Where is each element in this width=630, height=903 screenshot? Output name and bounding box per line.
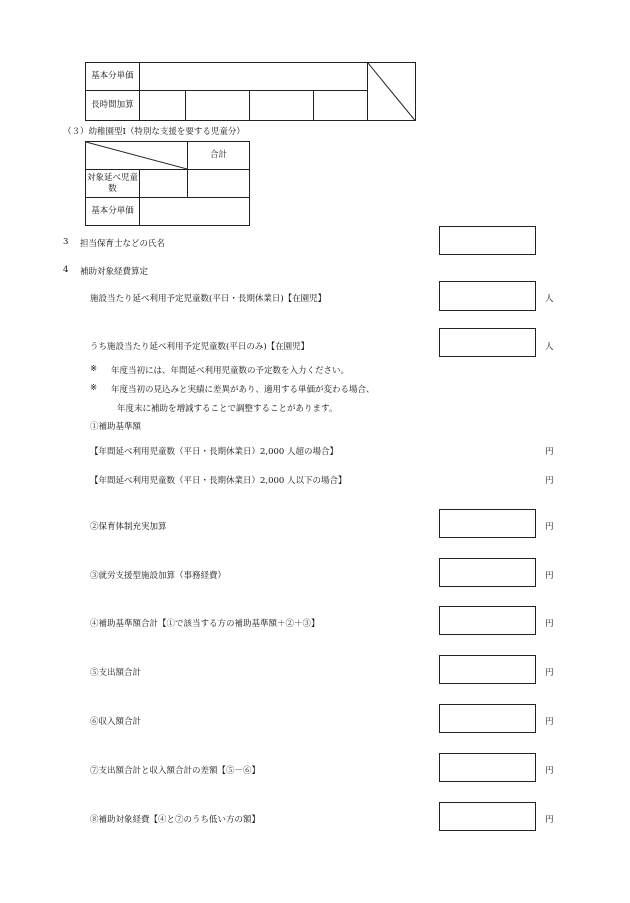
children-count-total-cell[interactable] — [188, 170, 250, 198]
teacher-name-field[interactable] — [439, 226, 536, 255]
note2-text-line1: 年度当初の見込みと実績に差異があり、適用する単価が変わる場合、 — [111, 385, 375, 395]
note1-mark: ※ — [90, 364, 98, 374]
weekday-only-field[interactable] — [439, 328, 536, 357]
eligible-expense-unit: 円 — [545, 815, 554, 825]
income-total-unit: 円 — [545, 717, 554, 727]
section3-heading: （３）幼稚園型Ⅰ（特別な支援を要する児童分） — [63, 127, 245, 137]
difference-label: ⑦支出額合計と収入額合計の差額【⑤－⑥】 — [90, 766, 261, 776]
employment-support-label: ③就労支援型施設加算（事務経費） — [90, 571, 227, 581]
long-hours-cell-1[interactable] — [139, 91, 186, 121]
long-hours-cell-4[interactable] — [313, 91, 368, 121]
base-amount-over-field[interactable] — [439, 434, 536, 463]
difference-field[interactable] — [439, 753, 536, 782]
staffing-addition-field[interactable] — [439, 509, 536, 538]
note2-text-line2: 年度末に補助を増減することで調整することがあります。 — [117, 404, 338, 414]
employment-support-unit: 円 — [545, 571, 554, 581]
base-amount-over-unit: 円 — [545, 447, 554, 457]
expense-total-label: ⑤支出額合計 — [90, 668, 142, 678]
weekday-holiday-field[interactable] — [439, 281, 536, 311]
staffing-addition-unit: 円 — [545, 522, 554, 532]
special-support-table — [85, 141, 250, 226]
base-total-field[interactable] — [439, 606, 536, 635]
item3-number: 3 — [63, 237, 69, 247]
difference-unit: 円 — [545, 766, 554, 776]
special-base-rate-label: 基本分単価 — [86, 198, 140, 226]
base-amount-under-unit: 円 — [545, 476, 554, 486]
weekday-holiday-unit: 人 — [545, 294, 554, 304]
weekday-only-unit: 人 — [545, 342, 554, 352]
base-amount-under-label: 【年間延べ利用児童数（平日・長期休業日）2,000 人以下の場合】 — [90, 476, 347, 486]
total-header: 合計 — [188, 142, 250, 170]
weekday-holiday-label: 施設当たり延べ利用予定児童数(平日・長期休業日)【在園児】 — [90, 294, 327, 304]
staffing-addition-label: ②保育体制充実加算 — [90, 522, 167, 532]
base-rate-cell[interactable] — [139, 63, 368, 91]
note1-text: 年度当初には、年間延べ利用児童数の予定数を入力ください。 — [111, 366, 350, 376]
long-hours-cell-2[interactable] — [186, 91, 250, 121]
employment-support-field[interactable] — [439, 558, 536, 587]
diagonal-cell — [368, 63, 416, 121]
children-count-cell[interactable] — [140, 170, 188, 198]
income-total-label: ⑥収入額合計 — [90, 717, 142, 727]
item4-label: 補助対象経費算定 — [80, 267, 149, 277]
base-rate-label: 基本分単価 — [86, 63, 140, 91]
item3-label: 担当保育士などの氏名 — [80, 239, 166, 249]
base-amount-under-field[interactable] — [439, 463, 536, 492]
item4-number: 4 — [63, 265, 69, 275]
income-total-field[interactable] — [439, 704, 536, 733]
eligible-expense-label: ⑧補助対象経費【④と⑦のうち低い方の額】 — [90, 815, 261, 825]
top-rate-table — [85, 62, 416, 121]
base-total-label: ④補助基準額合計【①で該当する方の補助基準額＋②＋③】 — [90, 619, 320, 629]
base-total-unit: 円 — [545, 619, 554, 629]
weekday-only-label: うち施設当たり延べ利用予定児童数(平日のみ)【在園児】 — [90, 342, 310, 352]
base-amount-over-label: 【年間延べ利用児童数（平日・長期休業日）2,000 人超の場合】 — [90, 447, 339, 457]
expense-total-unit: 円 — [545, 668, 554, 678]
note2-mark: ※ — [90, 383, 98, 393]
special-base-rate-cell[interactable] — [140, 198, 250, 226]
eligible-expense-field[interactable] — [439, 802, 536, 831]
header-diagonal-cell — [86, 142, 188, 170]
expense-total-field[interactable] — [439, 655, 536, 684]
long-hours-label: 長時間加算 — [86, 91, 140, 121]
children-count-label: 対象延べ児童数 — [86, 170, 140, 198]
long-hours-cell-3[interactable] — [249, 91, 313, 121]
base-amount-heading: ①補助基準額 — [90, 422, 142, 432]
